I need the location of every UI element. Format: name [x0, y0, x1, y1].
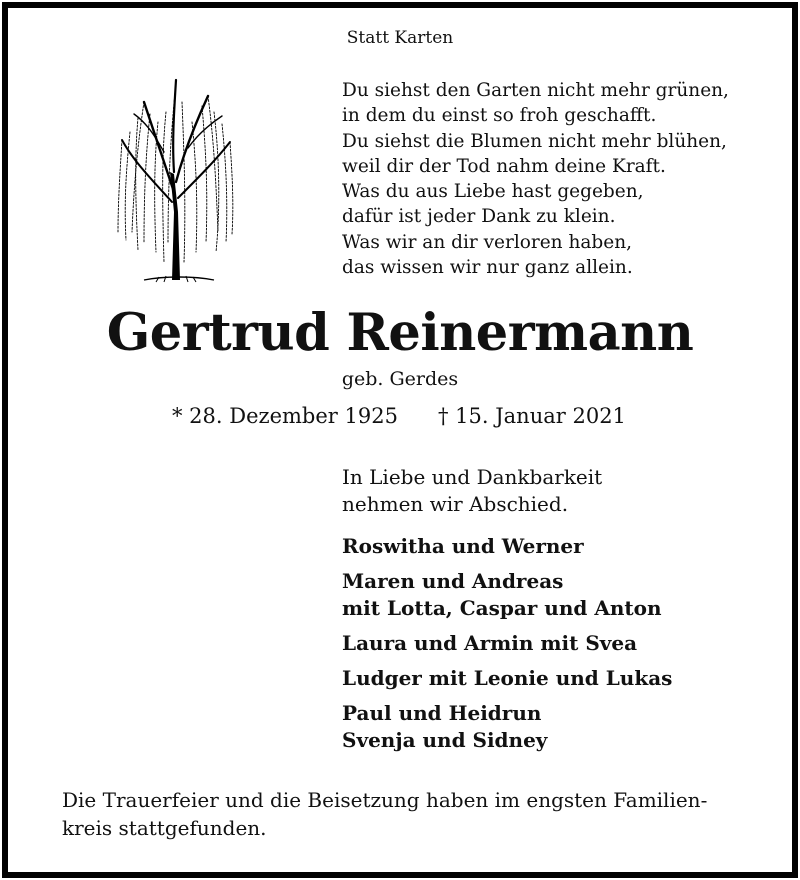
- funeral-note-line: kreis stattgefunden.: [62, 816, 267, 840]
- family-line: mit Lotta, Caspar und Anton: [342, 596, 662, 620]
- family-group: [342, 665, 672, 692]
- family-line: Maren und Andreas: [342, 569, 564, 593]
- farewell-text: [342, 464, 602, 518]
- family-group: [342, 533, 672, 560]
- funeral-note-line: Die Trauerfeier und die Beisetzung haben im engsten Familien-: [62, 788, 708, 812]
- poem-line: in dem du einst so froh geschafft.: [342, 105, 657, 127]
- farewell-line: nehmen wir Abschied.: [342, 492, 569, 516]
- family-line: Roswitha und Werner: [342, 534, 584, 558]
- family-line: Ludger mit Leonie und Lukas: [342, 666, 673, 690]
- family-group: [342, 568, 672, 622]
- family-line: Paul und Heidrun: [342, 701, 542, 725]
- birth-date: * 28. Dezember 1925: [172, 404, 398, 428]
- deceased-name: Gertrud Reinermann: [106, 303, 694, 363]
- willow-tree-icon: [104, 62, 248, 286]
- header-statt-karten: Statt Karten: [346, 28, 454, 48]
- farewell-line: In Liebe und Dankbarkeit: [342, 465, 603, 489]
- funeral-note: [62, 786, 707, 842]
- obituary-notice: [2, 2, 798, 878]
- poem-line: das wissen wir nur ganz allein.: [342, 257, 633, 279]
- family-list: [342, 533, 672, 762]
- family-line: Laura und Armin mit Svea: [342, 631, 638, 655]
- poem-line: weil dir der Tod nahm deine Kraft.: [342, 155, 666, 177]
- poem: [342, 78, 729, 280]
- poem-line: Du siehst den Garten nicht mehr grünen,: [342, 80, 729, 101]
- family-line: Svenja und Sidney: [342, 728, 548, 752]
- poem-line: Was du aus Liebe hast gegeben,: [342, 181, 644, 203]
- family-group: [342, 700, 672, 754]
- family-group: [342, 630, 672, 657]
- death-date: † 15. Januar 2021: [438, 404, 626, 428]
- poem-line: Was wir an dir verloren haben,: [342, 231, 633, 253]
- poem-line: Du siehst die Blumen nicht mehr blühen,: [342, 130, 727, 152]
- poem-line: dafür ist jeder Dank zu klein.: [342, 206, 616, 228]
- maiden-name: geb. Gerdes: [341, 368, 459, 390]
